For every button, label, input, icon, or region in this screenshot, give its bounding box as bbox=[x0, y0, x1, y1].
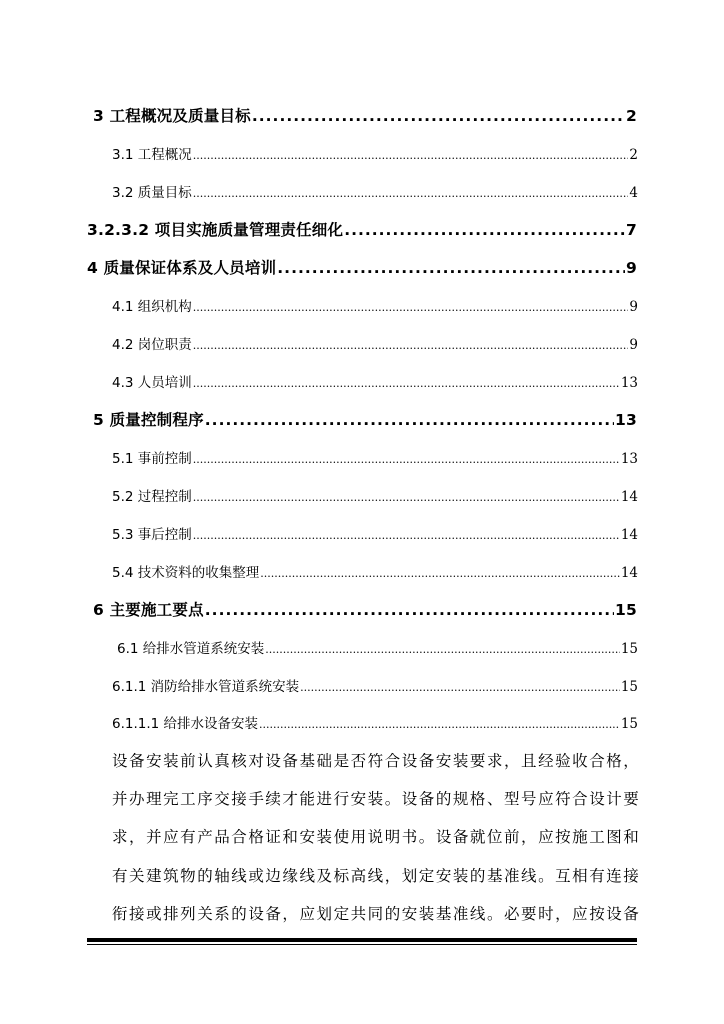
toc-entry-label: 5.3 事后控制 bbox=[112, 527, 192, 543]
toc-entry[interactable] bbox=[112, 181, 638, 201]
toc-entry-page: 15 bbox=[620, 641, 638, 657]
footer-rule-thin bbox=[87, 944, 637, 945]
toc-entry[interactable] bbox=[93, 408, 637, 430]
toc-entry-label: 3.2.3.2 项目实施质量管理责任细化 bbox=[87, 221, 344, 239]
toc-entry-label: 6.1 给排水管道系统安装 bbox=[117, 641, 265, 657]
toc-entry-page: 4 bbox=[629, 185, 638, 201]
toc-leader-dots bbox=[193, 453, 620, 466]
toc-entry[interactable] bbox=[112, 143, 638, 163]
toc-entry-page: 13 bbox=[615, 411, 637, 429]
toc-entry-label: 3.2 质量目标 bbox=[112, 185, 192, 201]
toc-entry-label: 4.2 岗位职责 bbox=[112, 337, 192, 353]
toc-entry-page: 14 bbox=[620, 565, 638, 581]
body-line: 设备安装前认真核对设备基础是否符合设备安装要求，且经验收合格， bbox=[112, 752, 640, 770]
footer-rule-thick bbox=[87, 938, 637, 942]
toc-entry-label: 6.1.1 消防给排水管道系统安装 bbox=[112, 679, 300, 695]
toc-leader-dots bbox=[344, 221, 625, 239]
toc-entry-label: 4.1 组织机构 bbox=[112, 299, 192, 315]
toc-leader-dots bbox=[265, 643, 620, 656]
toc-entry[interactable] bbox=[117, 637, 638, 657]
toc-leader-dots bbox=[193, 491, 620, 504]
toc-leader-dots bbox=[205, 601, 614, 619]
toc-entry-page: 9 bbox=[629, 299, 638, 315]
body-line: 衔接或排列关系的设备，应划定共同的安装基准线。必要时，应按设备 bbox=[112, 904, 640, 923]
toc-entry-label: 6 主要施工要点 bbox=[93, 601, 204, 619]
toc-entry-page: 9 bbox=[626, 259, 637, 277]
toc-leader-dots bbox=[193, 187, 629, 200]
body-line: 有关建筑物的轴线或边缘线及标高线，划定安装的基准线。互相有连接 bbox=[112, 866, 640, 885]
body-line: 并办理完工序交接手续才能进行安装。设备的规格、型号应符合设计要 bbox=[112, 790, 640, 809]
toc-entry[interactable] bbox=[112, 712, 638, 732]
toc-leader-dots bbox=[193, 529, 620, 542]
toc-entry-label: 6.1.1.1 给排水设备安装 bbox=[112, 716, 259, 732]
toc-entry-page: 14 bbox=[620, 489, 638, 505]
toc-entry-page: 9 bbox=[629, 337, 638, 353]
toc-entry[interactable] bbox=[112, 371, 638, 391]
toc-entry[interactable] bbox=[112, 485, 638, 505]
toc-leader-dots bbox=[300, 681, 620, 694]
toc-entry[interactable] bbox=[112, 561, 638, 581]
body-paragraph bbox=[112, 742, 654, 933]
toc-entry[interactable] bbox=[93, 104, 637, 126]
toc-entry-label: 3 工程概况及质量目标 bbox=[93, 107, 251, 125]
toc-entry-label: 5.4 技术资料的收集整理 bbox=[112, 565, 260, 581]
body-line: 求，并应有产品合格证和安装使用说明书。设备就位前，应按施工图和 bbox=[112, 828, 640, 847]
toc-entry-page: 2 bbox=[629, 147, 638, 163]
toc-entry-label: 5.2 过程控制 bbox=[112, 489, 192, 505]
toc-entry[interactable] bbox=[93, 598, 637, 620]
toc-entry-page: 15 bbox=[620, 716, 638, 732]
toc-entry-page: 13 bbox=[620, 375, 638, 391]
toc-leader-dots bbox=[205, 411, 614, 429]
toc-leader-dots bbox=[259, 718, 620, 731]
toc-entry[interactable] bbox=[112, 447, 638, 467]
toc-leader-dots bbox=[260, 567, 620, 580]
toc-entry-page: 13 bbox=[620, 451, 638, 467]
toc-entry-label: 5 质量控制程序 bbox=[93, 411, 204, 429]
toc-entry[interactable] bbox=[112, 523, 638, 543]
toc-entry[interactable] bbox=[112, 295, 638, 315]
toc-entry-page: 7 bbox=[626, 221, 637, 239]
toc-leader-dots bbox=[193, 339, 629, 352]
toc-entry[interactable] bbox=[112, 675, 638, 695]
toc-entry-page: 2 bbox=[626, 107, 637, 125]
toc-entry-label: 4.3 人员培训 bbox=[112, 375, 192, 391]
toc-entry-page: 15 bbox=[620, 679, 638, 695]
toc-leader-dots bbox=[193, 301, 629, 314]
toc-entry-label: 4 质量保证体系及人员培训 bbox=[87, 259, 277, 277]
toc-entry[interactable] bbox=[112, 333, 638, 353]
toc-entry[interactable] bbox=[87, 218, 637, 240]
toc-entry-label: 5.1 事前控制 bbox=[112, 451, 192, 467]
toc-entry-page: 15 bbox=[615, 601, 637, 619]
toc-leader-dots bbox=[193, 377, 620, 390]
toc-entry-page: 14 bbox=[620, 527, 638, 543]
toc-leader-dots bbox=[252, 107, 625, 125]
toc-leader-dots bbox=[193, 149, 629, 162]
toc-leader-dots bbox=[277, 259, 625, 277]
toc-entry-label: 3.1 工程概况 bbox=[112, 147, 192, 163]
toc-entry[interactable] bbox=[87, 256, 637, 278]
